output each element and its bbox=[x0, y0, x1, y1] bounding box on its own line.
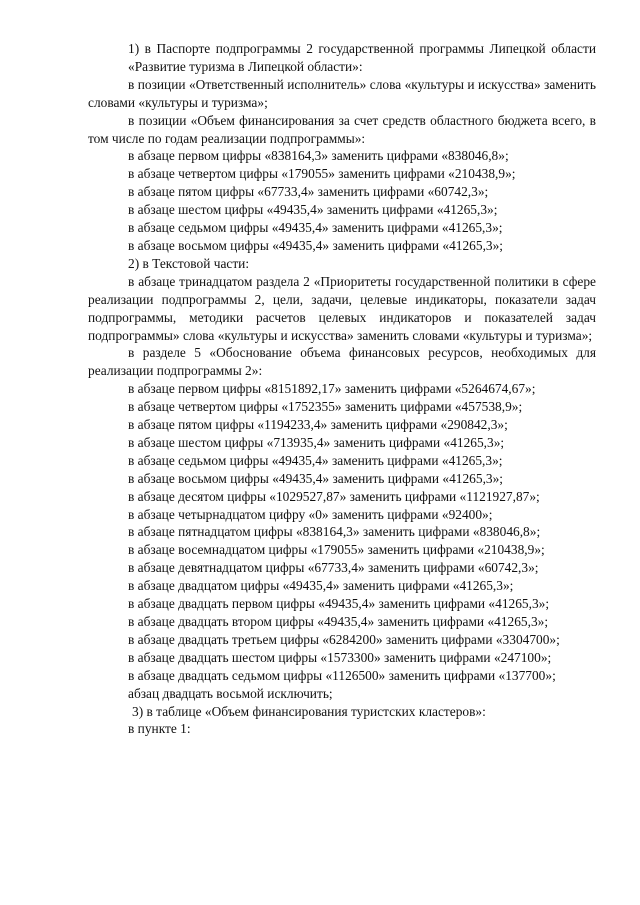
paragraph-item: в абзаце четырнадцатом цифру «0» заменить цифрами «92400»; bbox=[128, 506, 493, 522]
paragraph-item: в абзаце двадцать втором цифры «49435,4» заменить цифрами «41265,3»; bbox=[128, 614, 549, 629]
paragraph-item: в абзаце пятнадцатом цифры «838164,3» заменить цифрами «838046,8»; bbox=[128, 524, 541, 540]
paragraph-item: в абзаце седьмом цифры «49435,4» заменить цифрами «41265,3»; bbox=[128, 452, 503, 468]
paragraph-point-1: в пункте 1: bbox=[128, 721, 191, 737]
paragraph-subprogram-passport: 1) в Паспорте подпрограммы 2 государственной программы Липецкой области «Развитие туризма в Липецкой области»: bbox=[128, 41, 596, 74]
paragraph-item: в абзаце четвертом цифры «1752355» заменить цифрами «457538,9»; bbox=[128, 399, 523, 415]
paragraph-item: в абзаце седьмом цифры «49435,4» заменить цифрами «41265,3»; bbox=[128, 220, 503, 236]
paragraph-item: в абзаце четвертом цифры «179055» заменить цифрами «210438,9»; bbox=[128, 166, 516, 182]
paragraph-item: в абзаце двадцатом цифры «49435,4» заменить цифрами «41265,3»; bbox=[128, 578, 514, 594]
paragraph-item: в абзаце пятом цифры «67733,4» заменить цифрами «60742,3»; bbox=[128, 184, 489, 200]
paragraph-item: в абзаце десятом цифры «1029527,87» заменить цифрами «1121927,87»; bbox=[128, 488, 540, 504]
paragraph-item: абзац двадцать восьмой исключить; bbox=[128, 685, 333, 701]
paragraph-item: в абзаце восьмом цифры «49435,4» заменить цифрами «41265,3»; bbox=[128, 470, 504, 486]
paragraph-item: в абзаце шестом цифры «49435,4» заменить цифрами «41265,3»; bbox=[128, 202, 498, 218]
paragraph-table-clusters: 3) в таблице «Объем финансирования туристских кластеров»: bbox=[132, 703, 486, 719]
paragraph-item: в абзаце пятом цифры «1194233,4» заменить цифрами «290842,3»; bbox=[128, 417, 508, 433]
paragraph-item: в абзаце двадцать шестом цифры «1573300» заменить цифрами «247100»; bbox=[128, 649, 552, 665]
paragraph-item: в абзаце шестом цифры «713935,4» заменить цифрами «41265,3»; bbox=[128, 434, 505, 450]
paragraph-item: в абзаце девятнадцатом цифры «67733,4» заменить цифрами «60742,3»; bbox=[128, 560, 539, 576]
paragraph-item: в абзаце восемнадцатом цифры «179055» заменить цифрами «210438,9»; bbox=[128, 542, 545, 558]
paragraph-responsible-executor: в позиции «Ответственный исполнитель» слова «культуры и искусства» заменить словами «культуры и туризма»; bbox=[88, 76, 596, 110]
paragraph-item: в абзаце двадцать первом цифры «49435,4» заменить цифрами «41265,3»; bbox=[128, 596, 550, 612]
paragraph-section-5: в разделе 5 «Обоснование объема финансовых ресурсов, необходимых для реализации подпрограммы 2»: bbox=[88, 345, 596, 379]
paragraph-funding-volume: в позиции «Объем финансирования за счет средств областного бюджета всего, в том числе по годам реализации подпрограммы»: bbox=[88, 112, 596, 146]
paragraph-item: в абзаце двадцать третьем цифры «6284200» заменить цифрами «3304700»; bbox=[128, 631, 560, 647]
paragraph-text-part: 2) в Текстовой части: bbox=[128, 255, 250, 271]
paragraph-item: в абзаце восьмом цифры «49435,4» заменить цифрами «41265,3»; bbox=[128, 237, 504, 253]
paragraph-item: в абзаце первом цифры «8151892,17» заменить цифрами «5264674,67»; bbox=[128, 381, 536, 397]
paragraph-section-2: в абзаце тринадцатом раздела 2 «Приоритеты государственной политики в сфере реализации подпрограммы 2, цели, задачи, целевые индикаторы, показатели задач подпрограммы, методики расчетов целевых индикаторов и показателей задач подпрограммы» слова «культуры и искусства» заменить словами «культуры и туризма»; bbox=[88, 273, 596, 343]
paragraph-item: в абзаце первом цифры «838164,3» заменить цифрами «838046,8»; bbox=[128, 148, 509, 164]
document-page bbox=[88, 40, 596, 738]
paragraph-item: в абзаце двадцать седьмом цифры «1126500» заменить цифрами «137700»; bbox=[128, 667, 556, 683]
